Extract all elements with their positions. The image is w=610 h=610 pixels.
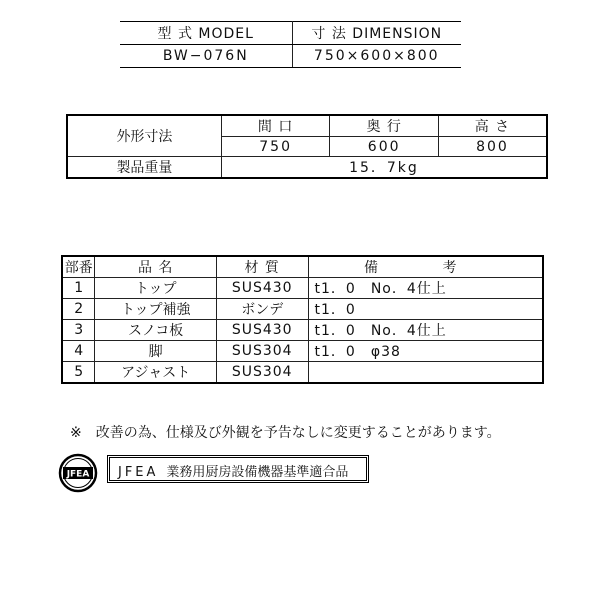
certification-text: 業務用厨房設備機器基準適合品	[166, 465, 349, 480]
depth-value: 600	[330, 137, 439, 157]
model-table-value-row	[120, 45, 461, 68]
part-material: SUS430	[216, 320, 308, 341]
dimension-row	[67, 115, 547, 137]
height-value: 800	[438, 137, 547, 157]
table-row	[62, 341, 543, 362]
outer-dimension-label: 外形寸法	[67, 115, 221, 157]
certification-label	[107, 455, 369, 483]
remarks-header: 備 考	[308, 256, 543, 278]
dimension-value: 750×600×800	[292, 45, 461, 68]
table-row	[62, 320, 543, 341]
part-note: t1．0 φ38	[308, 341, 543, 362]
parts-header-row	[62, 256, 543, 278]
part-number: 5	[62, 362, 95, 384]
dimension-table	[66, 114, 548, 179]
part-note: t1．0 No．4仕上	[308, 278, 543, 299]
part-number: 4	[62, 341, 95, 362]
part-material: SUS304	[216, 341, 308, 362]
part-name: スノコ板	[95, 320, 216, 341]
footnote: ※ 改善の為、仕様及び外観を予告なしに変更することがあります。	[70, 425, 501, 441]
model-table-header-row	[120, 22, 461, 45]
part-number: 3	[62, 320, 95, 341]
part-note: t1．0	[308, 299, 543, 320]
part-number: 2	[62, 299, 95, 320]
jfea-logo-text: JFEA	[66, 469, 90, 480]
table-row	[62, 362, 543, 384]
part-name: トップ	[95, 278, 216, 299]
part-material: SUS304	[216, 362, 308, 384]
weight-label: 製品重量	[67, 157, 221, 179]
part-number-header: 部番	[62, 256, 95, 278]
part-note: t1．0 No．4仕上	[308, 320, 543, 341]
part-number: 1	[62, 278, 95, 299]
certification-code: JFEA	[118, 465, 159, 480]
part-name: アジャスト	[95, 362, 216, 384]
model-table	[120, 21, 461, 68]
dimension-header: 寸 法 DIMENSION	[292, 22, 461, 45]
depth-header: 奥 行	[330, 115, 439, 137]
model-value: BW−076N	[120, 45, 292, 68]
part-material: ボンデ	[216, 299, 308, 320]
part-material: SUS430	[216, 278, 308, 299]
jfea-logo	[58, 453, 98, 493]
width-header: 間 口	[221, 115, 330, 137]
part-name-header: 品 名	[95, 256, 216, 278]
table-row	[62, 299, 543, 320]
parts-table	[61, 255, 544, 384]
table-row	[62, 278, 543, 299]
part-name: トップ補強	[95, 299, 216, 320]
height-header: 高 さ	[438, 115, 547, 137]
weight-value: 15．7kg	[221, 157, 547, 179]
part-note	[308, 362, 543, 384]
weight-row	[67, 157, 547, 179]
part-name: 脚	[95, 341, 216, 362]
width-value: 750	[221, 137, 330, 157]
material-header: 材 質	[216, 256, 308, 278]
model-header: 型 式 MODEL	[120, 22, 292, 45]
